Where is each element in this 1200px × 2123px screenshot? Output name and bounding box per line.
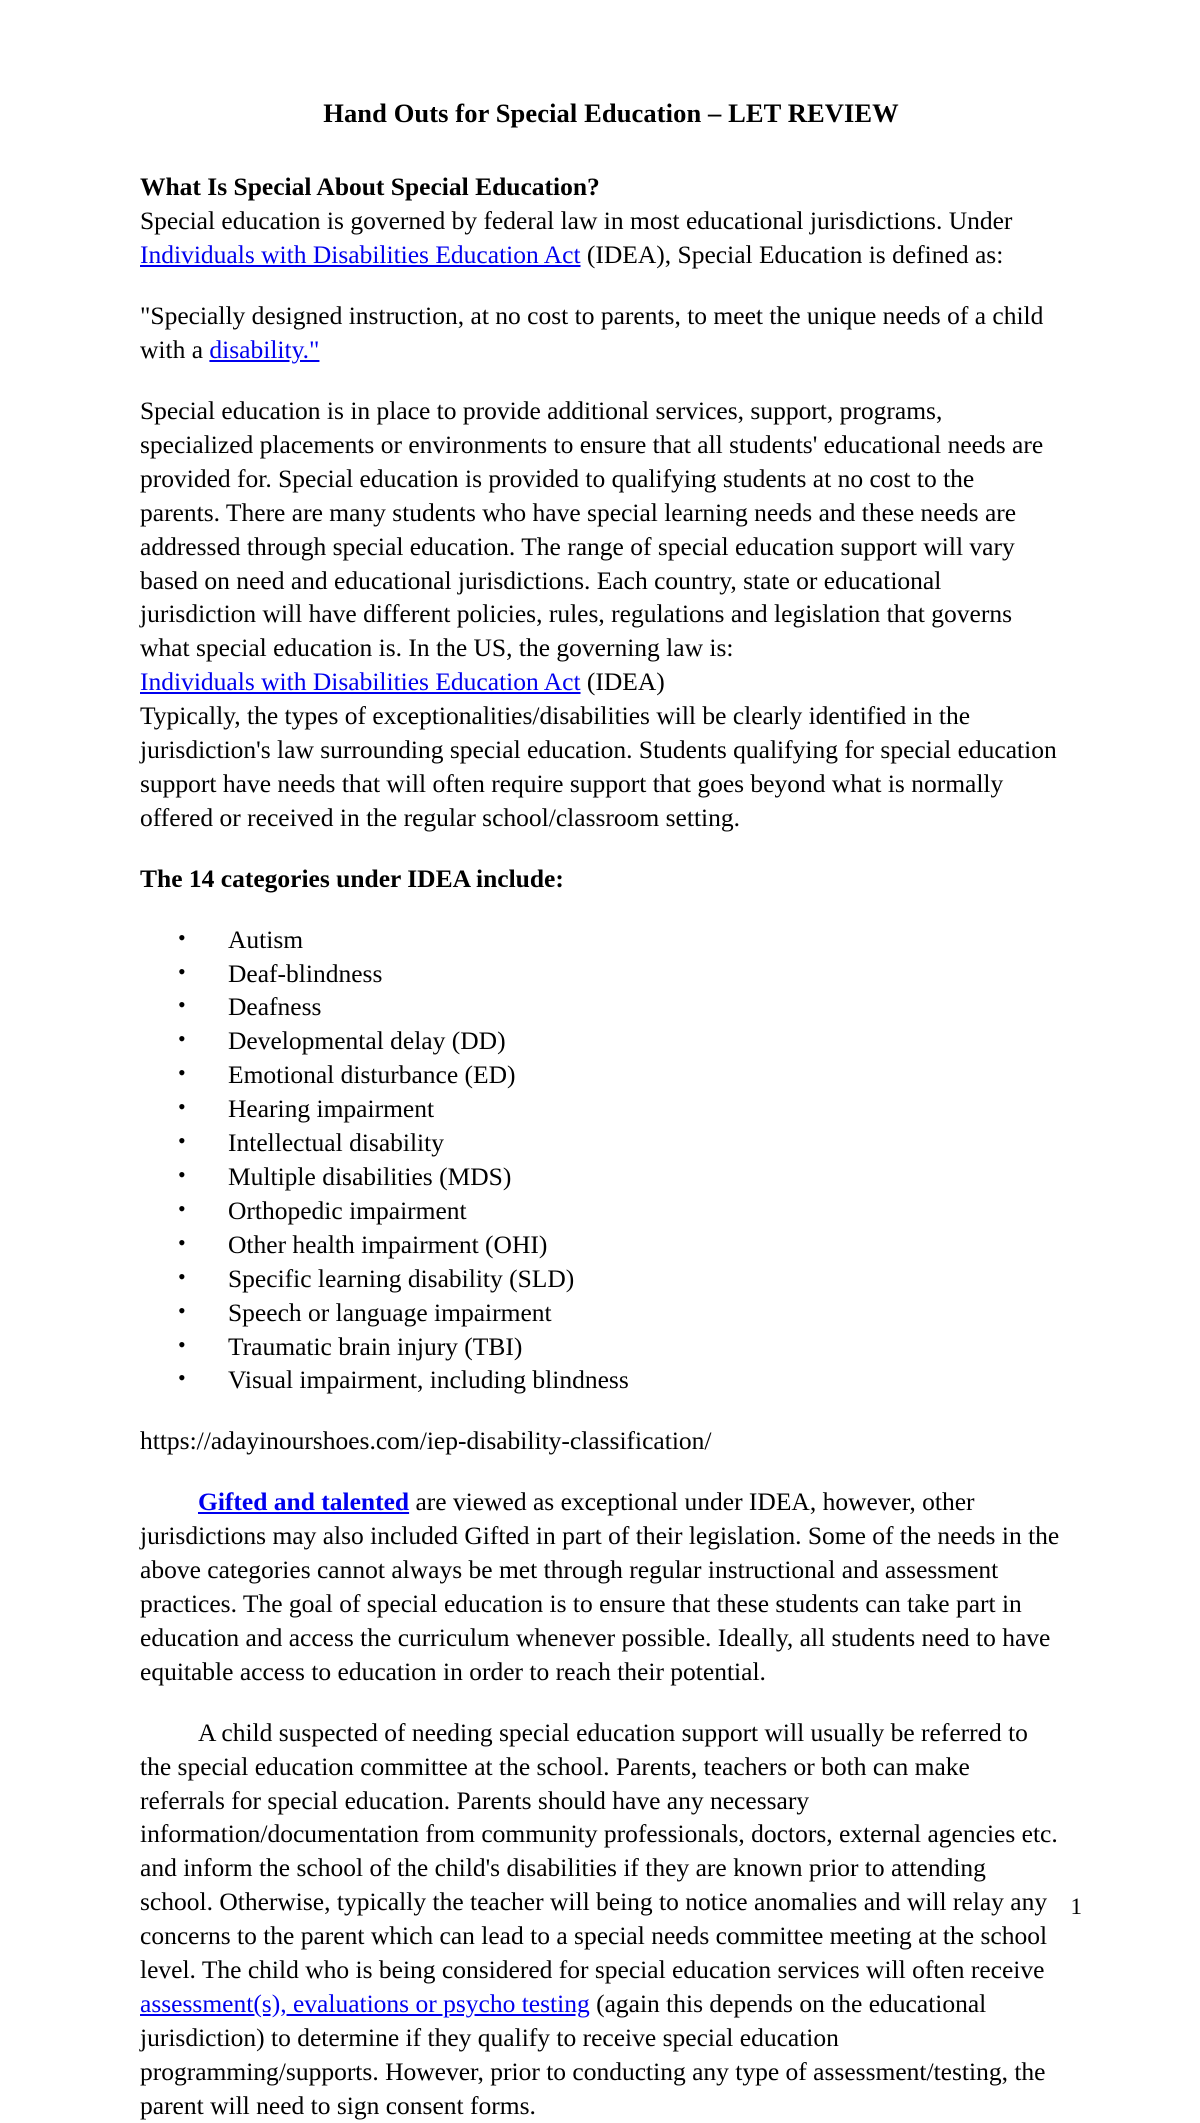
list-item-label: Specific learning disability (SLD)	[228, 1263, 575, 1293]
paragraph-governed-by-federal-law	[140, 204, 1060, 272]
paragraph-spacer-7	[140, 1689, 1060, 1716]
bullet-icon: •	[178, 1331, 186, 1357]
bullet-icon: •	[178, 1365, 186, 1391]
paragraph-spacer-2	[140, 367, 1060, 394]
bullet-icon: •	[178, 1094, 186, 1120]
list-item-label: Intellectual disability	[228, 1128, 444, 1158]
paragraph-spacer-1	[140, 272, 1060, 299]
bullet-icon: •	[178, 992, 186, 1018]
link-disability[interactable]: disability."	[209, 335, 320, 365]
bullet-icon: •	[178, 1263, 186, 1289]
bullet-icon: •	[178, 1128, 186, 1154]
list-item-label: Other health impairment (OHI)	[228, 1229, 548, 1259]
paragraph-gifted-and-talented	[140, 1485, 1060, 1688]
link-individuals-with-disabilities-education-act-2[interactable]: Individuals with Disabilities Education Act	[140, 667, 581, 697]
bullet-icon: •	[178, 1060, 186, 1086]
list-item-label: Deafness	[228, 992, 322, 1022]
list-item	[140, 1228, 1060, 1262]
paragraph-governing-law-link	[140, 665, 1060, 699]
source-url-text: https://adayinourshoes.com/iep-disability-classification/	[140, 1426, 712, 1456]
idea-abbreviation: (IDEA)	[580, 667, 665, 697]
list-item	[140, 1092, 1060, 1126]
list-item	[140, 1262, 1060, 1296]
page-number: 1	[1070, 1894, 1082, 1919]
section-heading-what-is-special: What Is Special About Special Education?	[140, 172, 600, 202]
list-item-label: Speech or language impairment	[228, 1297, 552, 1327]
idea-categories-list	[140, 923, 1060, 1398]
list-item	[140, 1160, 1060, 1194]
quote-text: "Specially designed instruction, at no cost to parents, to meet the unique needs of a child with a	[140, 301, 1044, 365]
paragraph-text-trailing: (IDEA), Special Education is defined as:	[580, 240, 1004, 270]
section-heading-14-categories: The 14 categories under IDEA include:	[140, 863, 564, 893]
bullet-icon: •	[178, 1297, 186, 1323]
list-item-label: Orthopedic impairment	[228, 1195, 467, 1225]
list-item-label: Deaf-blindness	[228, 958, 383, 988]
bullet-icon: •	[178, 1195, 186, 1221]
bullet-icon: •	[178, 1026, 186, 1052]
gifted-paragraph-text: are viewed as exceptional under IDEA, however, other jurisdictions may also included Gifted in part of their legislation. Some of the needs in the above categories cannot always be met through regular instructional and assessment practices. The goal of special education is to ensure that these students can take part in education and access the curriculum whenever possible. Ideally, all students need to have equitable access to education in order to reach their potential.	[140, 1487, 1060, 1686]
list-item	[140, 923, 1060, 957]
list-item	[140, 1363, 1060, 1397]
paragraph-spacer-4	[140, 896, 1060, 923]
link-assessments-evaluations-psycho-testing[interactable]: assessment(s), evaluations or psycho testing	[140, 1988, 590, 2018]
list-item-label: Multiple disabilities (MDS)	[228, 1162, 512, 1191]
paragraph-spacer-6	[140, 1458, 1060, 1485]
list-item-label: Visual impairment, including blindness	[228, 1365, 629, 1395]
list-item	[140, 1024, 1060, 1058]
paragraph-idea-definition-quote	[140, 299, 1060, 367]
list-item-label: Traumatic brain injury (TBI)	[228, 1331, 523, 1361]
list-item-label: Emotional disturbance (ED)	[228, 1060, 516, 1090]
list-item	[140, 1058, 1060, 1092]
document-body	[140, 170, 1060, 2122]
list-item	[140, 990, 1060, 1024]
list-item-label: Developmental delay (DD)	[228, 1026, 506, 1056]
link-individuals-with-disabilities-education-act-1[interactable]: Individuals with Disabilities Education Act	[140, 240, 581, 270]
paragraph-spacer-3	[140, 835, 1060, 862]
bullet-icon: •	[178, 1162, 186, 1187]
referral-text-leading: A child suspected of needing special education support will usually be referred to the special education committee at the school. Parents, teachers or both can make referrals for special education. Parents should have any necessary information/documentation from community professionals, doctors, external agencies etc. and inform the school of the child's disabilities if they are known prior to attending school. Otherwise, typically the teacher will being to notice anomalies and will relay any concerns to the parent which can lead to a special needs committee meeting at the school level. The child who is being considered for special education services will often receive	[140, 1717, 1058, 1985]
bullet-icon: •	[178, 958, 186, 984]
list-item	[140, 1330, 1060, 1364]
list-item	[140, 1126, 1060, 1160]
referral-text-trailing: (again this depends on the educational jurisdiction) to determine if they qualify to receive special education programming/supports. However, prior to conducting any type of assessment/testing, the parent will need to sign consent forms.	[140, 1988, 1046, 2120]
list-item	[140, 1296, 1060, 1330]
list-item-label: Autism	[228, 924, 304, 954]
list-item	[140, 957, 1060, 991]
paragraph-referral-process	[140, 1716, 1060, 2123]
list-item	[140, 1194, 1060, 1228]
page-title: Hand Outs for Special Education – LET REVIEW	[323, 98, 899, 128]
list-item-label: Hearing impairment	[228, 1094, 435, 1124]
bullet-icon: •	[178, 1229, 186, 1255]
bullet-icon: •	[178, 924, 186, 950]
paragraph-text-leading: Special education is governed by federal law in most educational jurisdictions. Under	[140, 206, 1013, 236]
paragraph-exceptionalities-identified: Typically, the types of exceptionalities/disabilities will be clearly identified in the jurisdiction's law surrounding special education. Students qualifying for special education support have needs that will often require support that goes beyond what is normally offered or received in the regular school/classroom setting.	[140, 701, 1057, 832]
paragraph-spacer-5	[140, 1397, 1060, 1424]
link-gifted-and-talented[interactable]: Gifted and talented	[198, 1487, 410, 1517]
paragraph-special-education-overview: Special education is in place to provide additional services, support, programs, specialized placements or environments to ensure that all students' educational needs are provided for. Special education is provided to qualifying students at no cost to the parents. There are many students who have special learning needs and these needs are addressed through special education. The range of special education support will vary based on need and educational jurisdictions. Each country, state or educational jurisdiction will have different policies, rules, regulations and legislation that governs what special education is. In the US, the governing law is:	[140, 395, 1044, 663]
